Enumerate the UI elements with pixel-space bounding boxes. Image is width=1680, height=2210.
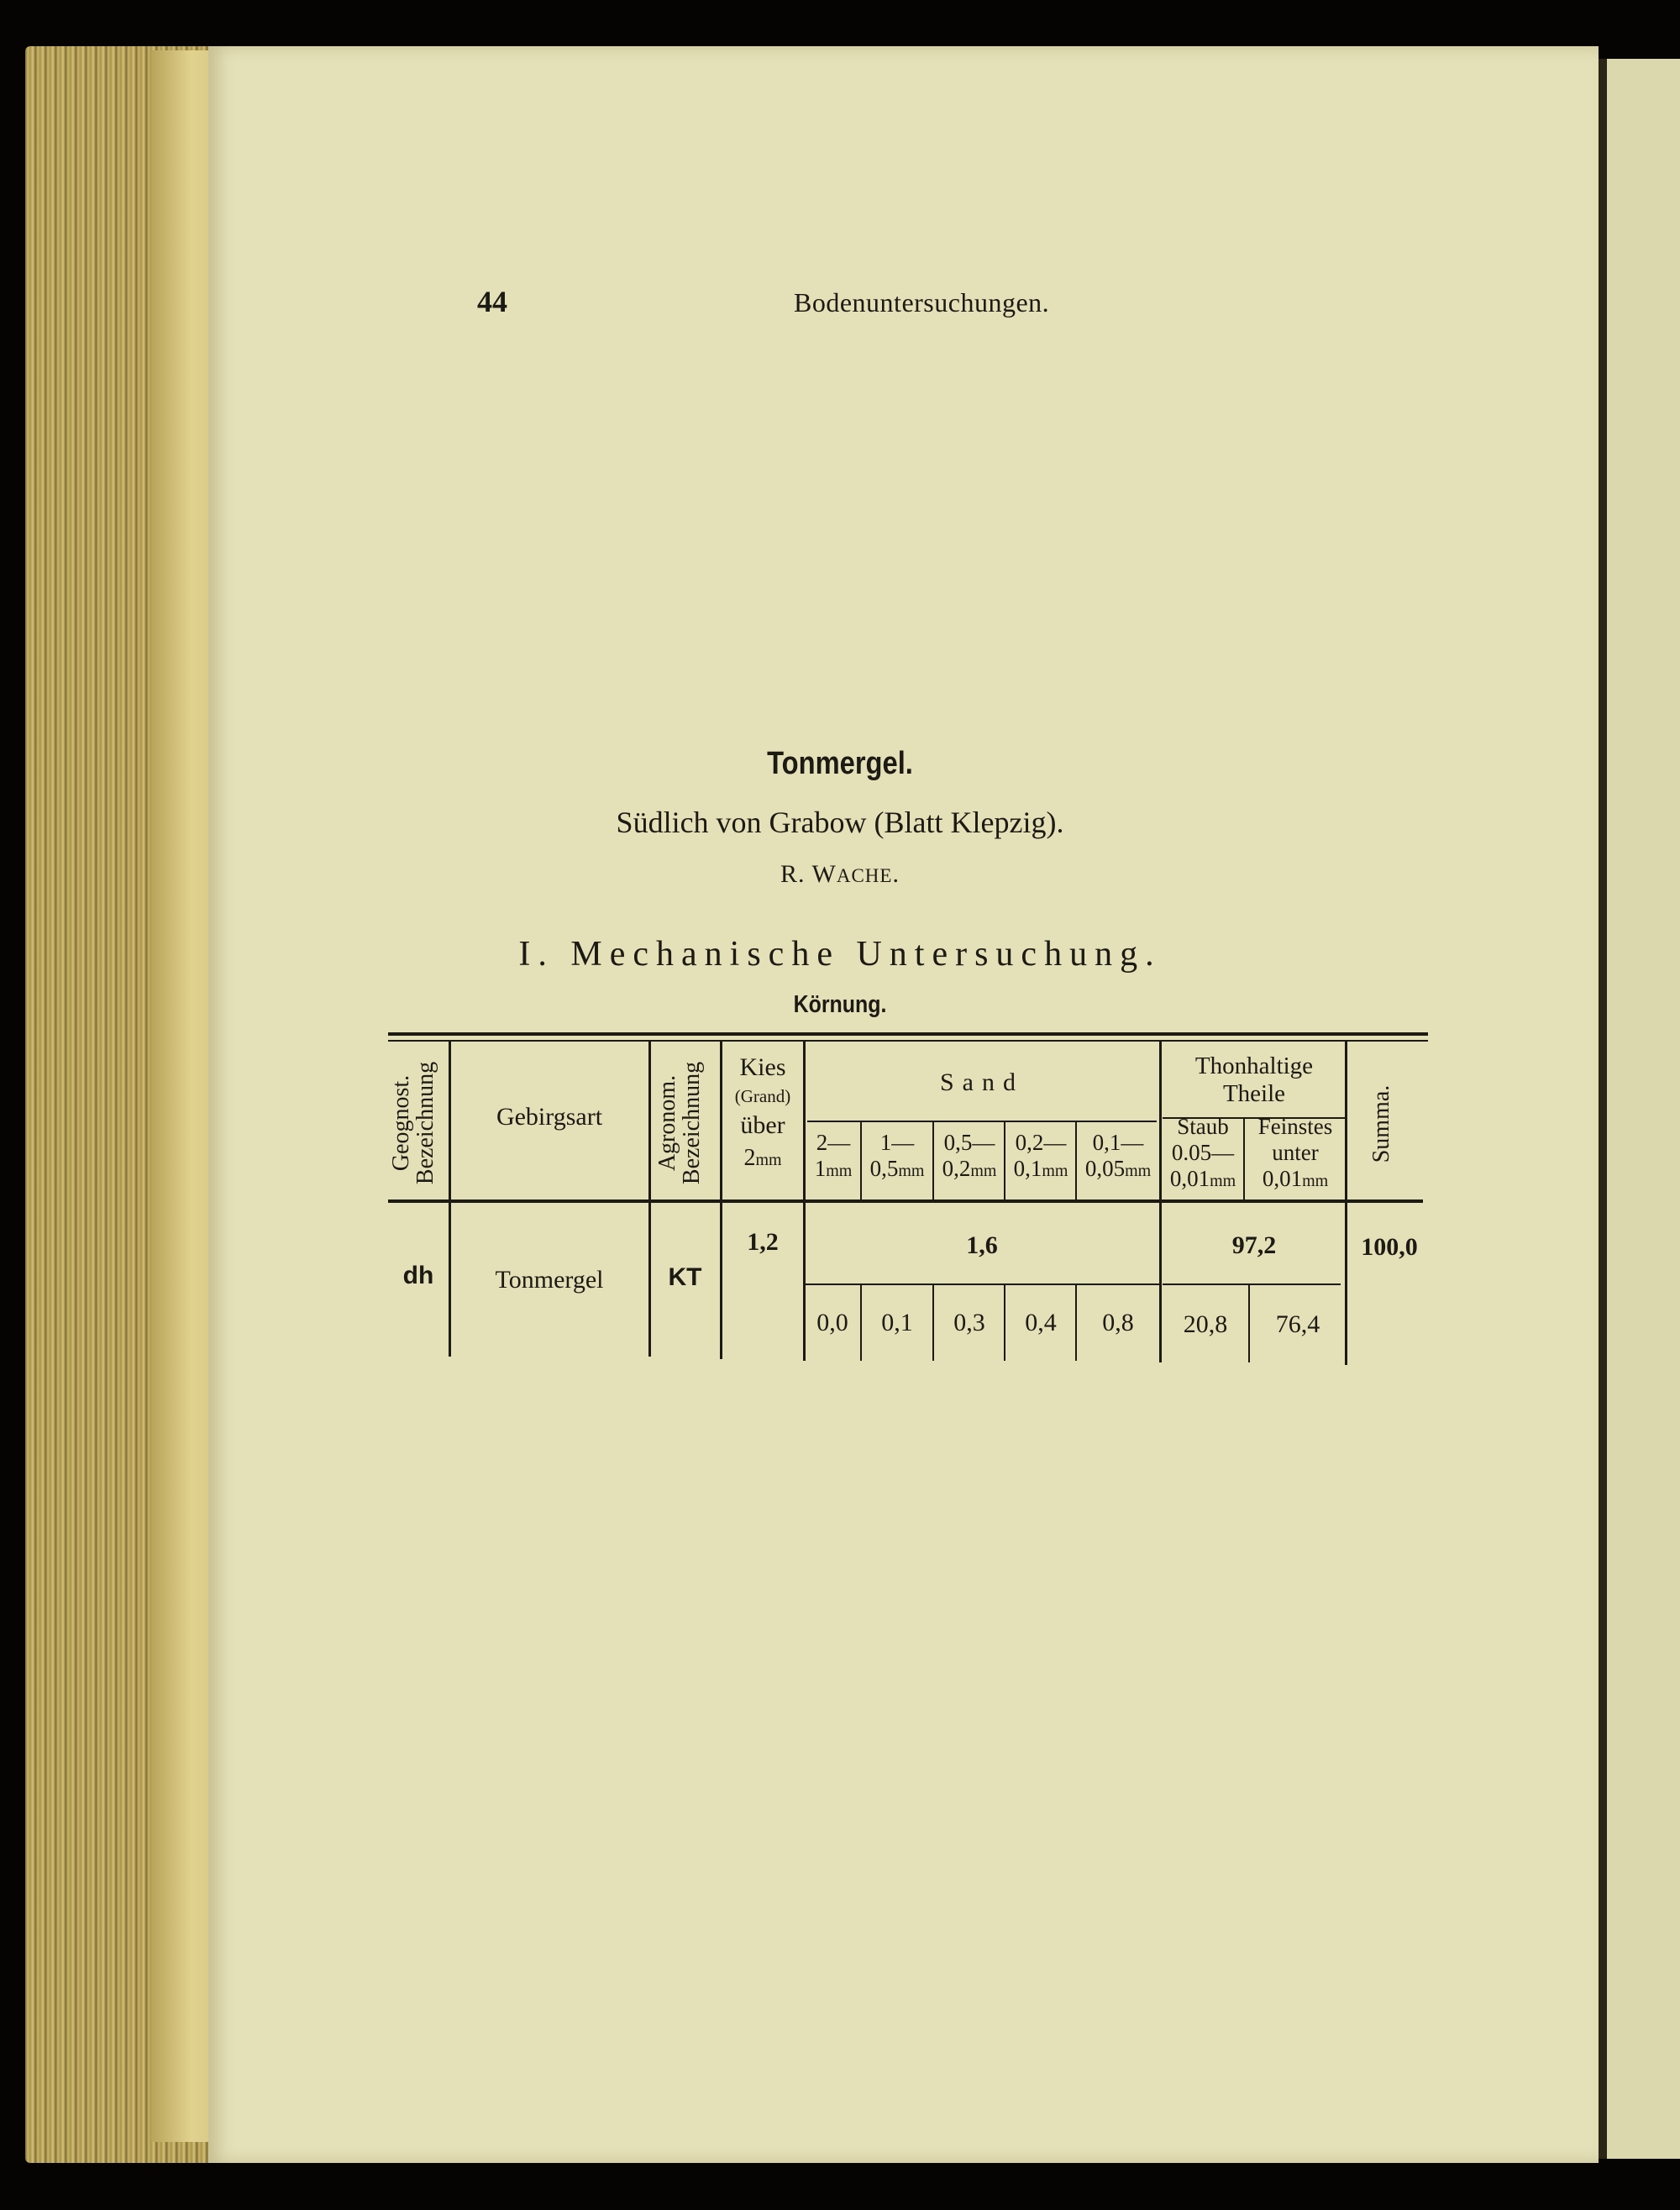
header-kies-unit: mm: [755, 1151, 782, 1170]
author-name-rest: ACHE: [836, 865, 893, 886]
header-gebirgsart: Gebirgsart: [496, 1103, 603, 1131]
header-sand-col-1: [806, 1130, 860, 1182]
header-feinstes-line1: Feinstes: [1257, 1114, 1333, 1139]
page-number: 44: [477, 285, 507, 318]
document-title: Tonmergel.: [767, 746, 913, 781]
col-line-2: [648, 1042, 651, 1357]
section-heading: I. Mechanische Untersuchung.: [518, 935, 1162, 974]
header-sand-col-1-top: 2—: [816, 1130, 851, 1155]
header-summa: Summa.: [1368, 1084, 1394, 1163]
cell-thon-total: 97,2: [1231, 1231, 1277, 1259]
cell-gebirgsart: Tonmergel: [495, 1266, 604, 1294]
header-staub-line1: Staub: [1177, 1114, 1229, 1139]
header-kies-value: 2: [743, 1145, 756, 1172]
header-thon-line2: Theile: [1222, 1080, 1286, 1108]
header-feinstes-value: 0,01: [1262, 1166, 1303, 1192]
header-sand-col-3-value: 0,2: [942, 1156, 971, 1182]
cell-sand-2: 0,1: [881, 1309, 913, 1336]
sand-total-rule: [805, 1283, 1159, 1285]
header-agronom-line2: Bezeichnung: [679, 1061, 706, 1185]
cell-sand-5: 0,8: [1102, 1309, 1134, 1336]
header-sand-col-2-unit: mm: [898, 1162, 925, 1181]
header-staub-line2: 0.05—: [1171, 1140, 1235, 1166]
header-sand-col-2-top: 1—: [879, 1130, 915, 1155]
header-staub-value: 0,01: [1169, 1166, 1210, 1192]
author-initial: R.: [780, 860, 806, 888]
table-top-rule: [388, 1032, 1428, 1036]
header-agronom: [655, 1043, 714, 1203]
header-sand-col-1-unit: mm: [826, 1162, 853, 1181]
header-kies-line3: über: [740, 1110, 785, 1139]
cell-sand-3: 0,3: [953, 1309, 985, 1336]
cell-feinstes: 76,4: [1275, 1310, 1320, 1338]
header-sand-col-5: [1077, 1130, 1159, 1182]
header-sand-col-3: [934, 1130, 1005, 1182]
document-subtitle: Südlich von Grabow (Blatt Klepzig).: [616, 806, 1064, 839]
header-sand-col-4-unit: mm: [1042, 1162, 1068, 1181]
header-sand-col-4-value: 0,1: [1013, 1156, 1042, 1182]
thon-total-rule: [1163, 1283, 1341, 1285]
cell-summa: 100,0: [1361, 1233, 1418, 1261]
header-staub: [1163, 1114, 1243, 1192]
header-sand-col-4-top: 0,2—: [1015, 1130, 1067, 1155]
cell-sand-1: 0,0: [816, 1309, 848, 1336]
cell-staub: 20,8: [1183, 1310, 1228, 1338]
header-feinstes: [1245, 1114, 1346, 1192]
header-thonhaltige: [1163, 1053, 1346, 1109]
header-kies-line2: (Grand): [734, 1085, 791, 1106]
header-sand-col-2-value: 0,5: [869, 1156, 899, 1182]
author-suffix: .: [892, 860, 900, 888]
running-title: Bodenuntersuchungen.: [794, 287, 1050, 318]
cell-kies: 1,2: [747, 1228, 779, 1256]
header-staub-unit: mm: [1210, 1172, 1236, 1191]
author-name-first: W: [811, 860, 837, 888]
table-title: Körnung.: [793, 991, 887, 1018]
header-sand-col-3-unit: mm: [970, 1162, 997, 1181]
header-sand: Sand: [940, 1068, 1024, 1096]
header-feinstes-line2: unter: [1272, 1140, 1319, 1166]
cell-sand-4: 0,4: [1025, 1309, 1057, 1336]
facing-page: [1607, 59, 1680, 2159]
table-top-rule-thin: [388, 1040, 1428, 1042]
header-sand-col-5-top: 0,1—: [1092, 1130, 1144, 1155]
header-kies: [722, 1053, 803, 1172]
cell-sand-total: 1,6: [966, 1231, 998, 1259]
header-thon-line1: Thonhaltige: [1194, 1053, 1314, 1079]
author: [0, 860, 1680, 889]
header-geognost-line1: Geognost.: [388, 1074, 414, 1172]
header-geognost: [389, 1043, 448, 1203]
col-line-1: [449, 1042, 451, 1357]
header-sand-col-4: [1005, 1130, 1076, 1182]
header-sand-col-5-unit: mm: [1125, 1162, 1152, 1181]
cell-agronom: KT: [668, 1263, 702, 1291]
header-sand-col-3-top: 0,5—: [943, 1130, 995, 1155]
header-sand-col-5-value: 0,05: [1084, 1156, 1126, 1182]
header-sand-col-2: [862, 1130, 932, 1182]
header-geognost-line2: Bezeichnung: [412, 1061, 439, 1185]
col-line-5: [1159, 1042, 1162, 1362]
header-sand-col-1-value: 1: [814, 1156, 827, 1182]
header-agronom-line1: Agronom.: [654, 1074, 680, 1172]
header-kies-line1: Kies: [739, 1053, 786, 1081]
cell-geognost: dh: [402, 1262, 434, 1289]
book-gutter: [1599, 59, 1607, 2159]
header-bottom-rule: [388, 1199, 1423, 1203]
header-feinstes-unit: mm: [1302, 1172, 1329, 1191]
